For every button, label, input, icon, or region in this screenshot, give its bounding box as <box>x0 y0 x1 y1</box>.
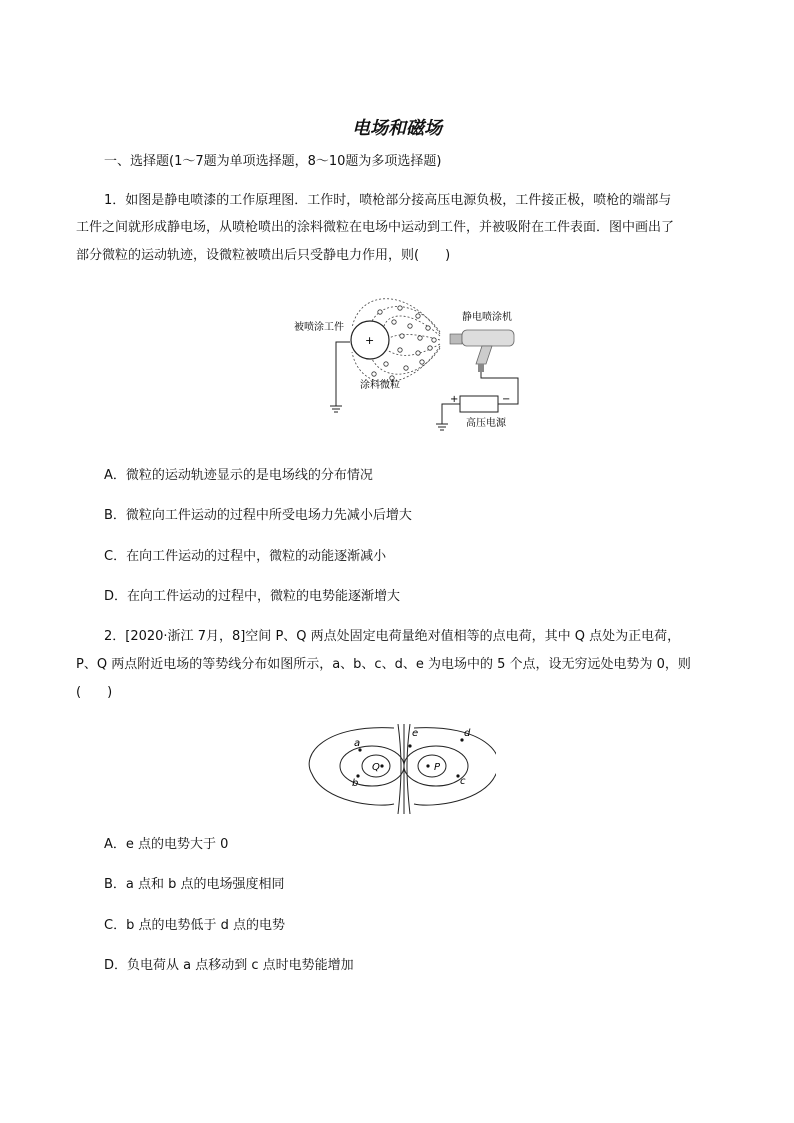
q1-text-line-3: 部分微粒的运动轨迹，设微粒被喷出后只受静电力作用，则( ) <box>76 248 451 263</box>
spray-gun <box>450 330 514 372</box>
power-label: 高压电源 <box>466 418 506 429</box>
spray-painting-figure <box>290 298 540 433</box>
section-heading: 一、选择题(1～7题为单项选择题，8～10题为多项选择题) <box>104 154 442 169</box>
q1-option-a: A．微粒的运动轨迹显示的是电场线的分布情况 <box>104 468 373 483</box>
q1-option-b: B．微粒向工件运动的过程中所受电场力先减小后增大 <box>104 508 412 523</box>
power-plus-label: + <box>450 394 459 405</box>
q1-option-d: D．在向工件运动的过程中，微粒的电势能逐渐增大 <box>104 589 401 604</box>
q1-option-c: C．在向工件运动的过程中，微粒的动能逐渐减小 <box>104 549 387 564</box>
gun-label: 静电喷涂机 <box>462 312 512 323</box>
q2-option-c: C．b 点的电势低于 d 点的电势 <box>104 918 285 933</box>
q2-text-line-2: P、Q 两点附近电场的等势线分布如图所示，a、b、c、d、e 为电场中的 5 个点，设无穷远处电势为 0，则 <box>76 657 691 672</box>
equipotential-figure <box>306 724 496 816</box>
point-d-label: d <box>464 728 471 739</box>
point-c-label: c <box>460 776 466 787</box>
q1-text-line-1: 1．如图是静电喷漆的工作原理图．工作时，喷枪部分接高压电源负极，工件接正极，喷枪的端部与 <box>104 193 672 208</box>
particles-label: 涂料微粒 <box>360 380 400 391</box>
workpiece-plus: + <box>365 334 375 347</box>
power-minus-label: − <box>502 394 511 405</box>
charge-q-label: Q <box>372 762 380 773</box>
point-a-label: a <box>354 738 361 749</box>
q2-option-d: D．负电荷从 a 点移动到 c 点时电势能增加 <box>104 958 354 973</box>
charge-p-label: P <box>434 762 441 773</box>
q2-option-a: A．e 点的电势大于 0 <box>104 837 229 852</box>
q1-text-line-2: 工件之间就形成静电场，从喷枪喷出的涂料微粒在电场中运动到工件，并被吸附在工件表面．图中画出了 <box>76 220 675 235</box>
power-supply-box <box>460 396 498 412</box>
q2-text-line-3: ( ) <box>76 685 113 700</box>
workpiece-label: 被喷涂工件 <box>294 322 344 333</box>
point-b-label: b <box>352 778 359 789</box>
q2-option-b: B．a 点和 b 点的电场强度相同 <box>104 877 285 892</box>
q2-text-line-1: 2．[2020·浙江 7月，8]空间 P、Q 两点处固定电荷量绝对值相等的点电荷，其中 Q 点处为正电荷， <box>104 629 681 644</box>
point-e-label: e <box>412 728 419 739</box>
page-title: 电场和磁场 <box>352 118 442 139</box>
